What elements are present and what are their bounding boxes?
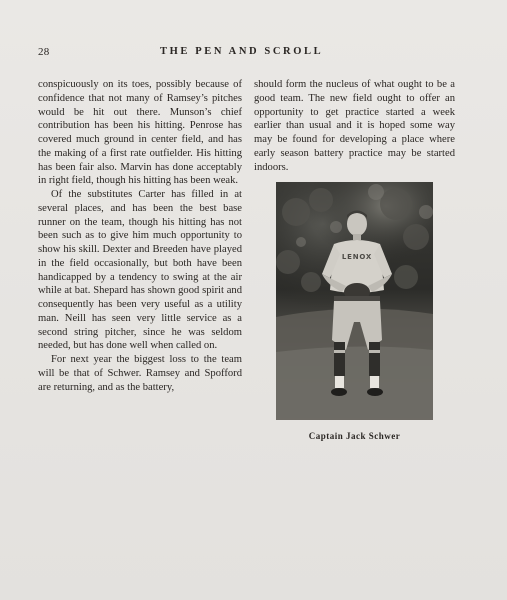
player-photo-illustration bbox=[276, 182, 433, 420]
paragraph: For next year the biggest loss to the team will be that of Schwer. Ramsey and Spofford are returning, and as the battery, bbox=[38, 354, 242, 393]
page-number: 28 bbox=[38, 46, 50, 58]
right-column bbox=[254, 78, 455, 174]
running-head: THE PEN AND SCROLL bbox=[160, 46, 324, 57]
paragraph: conspicuously on its toes, possibly because of confidence that not many of Ramsey’s pitches would be hit out there. Munson’s chief contribution has been his hitting. Penrose has covered much ground in center field, and has the making of a first rate outfielder. His hitting has been fair also. Marvin has done acceptably in right field, though his hitting has been weak. bbox=[38, 79, 242, 187]
left-column bbox=[38, 78, 242, 394]
paragraph: Of the substitutes Carter has filled in at several places, and has been the best base runner on the team, though his hitting has not been such as to give him much opportunity to show his skill. Dexter and Breeden have played in the field occasionally, but both have been handicapped by a tendency to swing at the air while at bat. Shepard has shown good spirit and consequently has been very useful as a utility man. Neill has seen very little service as a second string pitcher, since he was seldom needed, but has done well when called on. bbox=[38, 189, 242, 352]
photo-caption: Captain Jack Schwer bbox=[308, 431, 401, 441]
jersey-lettering: LENOX bbox=[341, 253, 373, 261]
player-photo bbox=[276, 182, 433, 420]
paragraph: should form the nucleus of what ought to be a good team. The new field ought to offer an opportunity to get practice started a week earlier than usual and it is hoped some way may be found for developing a place where early season battery practice may be started indoors. bbox=[254, 79, 455, 173]
